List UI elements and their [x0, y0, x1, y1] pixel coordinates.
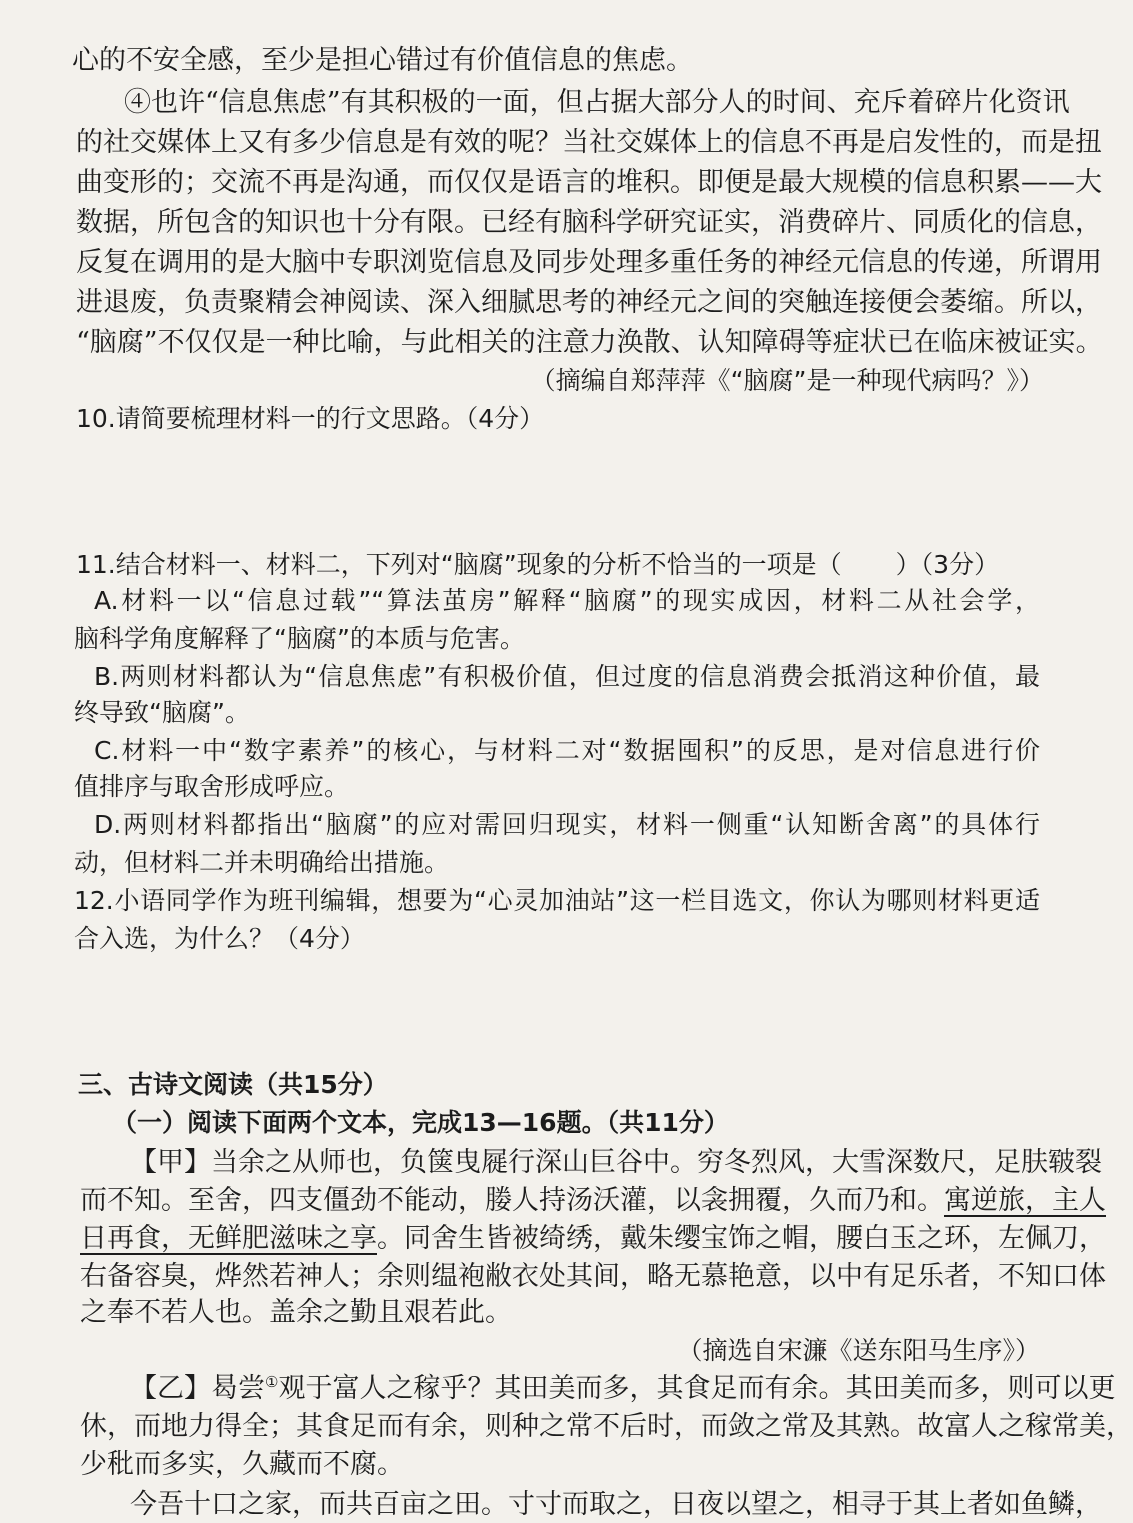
section-title: 三、古诗文阅读（共15分）	[78, 1070, 388, 1099]
classical-text-jia: 【甲】当余之从师也，负箧曳屣行深山巨谷中。穷冬烈风，大雪深数尺，足肤皲裂	[130, 1147, 1102, 1178]
option-b-cont: 终导致“脑腐”。	[74, 698, 250, 727]
question-11-score: ）（3分）	[895, 550, 1000, 579]
question-11-stem	[76, 548, 1080, 582]
source-attribution: （摘选自宋濂《送东阳马生序》）	[677, 1336, 1040, 1365]
option-b: B.两则材料都认为“信息焦虑”有积极价值，但过度的信息消费会抵消这种价值，最	[94, 662, 1040, 691]
text-segment: 【乙】曷尝	[130, 1373, 265, 1404]
passage-line: 曲变形的；交流不再是沟通，而仅仅是语言的堆积。即便是最大规模的信息积累——大	[76, 167, 1102, 198]
option-a: A.材料一以“信息过载”“算法茧房”解释“脑腐”的现实成因，材料二从社会学，	[94, 586, 1040, 615]
text-segment: 而不知。至舍，四支僵劲不能动，媵人持汤沃灌，以衾拥覆，久而乃和。	[80, 1185, 944, 1216]
classical-text-yi: 今吾十口之家，而共百亩之田。寸寸而取之，日夜以望之，相寻于其上者如鱼鳞，	[130, 1489, 1102, 1520]
question-12-cont: 合入选，为什么？（4分）	[74, 924, 365, 953]
question-11-stem-text: 11.结合材料一、材料二，下列对“脑腐”现象的分析不恰当的一项是（	[76, 550, 842, 579]
section-subtitle: （一）阅读下面两个文本，完成13—16题。（共11分）	[112, 1108, 729, 1137]
passage-line: ④也许“信息焦虑”有其积极的一面，但占据大部分人的时间、充斥着碎片化资讯	[124, 87, 1070, 118]
passage-line: 反复在调用的是大脑中专职浏览信息及同步处理多重任务的神经元信息的传递，所谓用	[76, 247, 1102, 278]
classical-text-yi: 休，而地力得全；其食足而有余，则种之常不后时，而敛之常及其熟。故富人之稼常美，	[80, 1411, 1133, 1442]
classical-text-jia: 之奉不若人也。盖余之勤且艰若此。	[80, 1297, 512, 1328]
passage-line: “脑腐”不仅仅是一种比喻，与此相关的注意力涣散、认知障碍等症状已在临床被证实。	[76, 327, 1103, 358]
text-segment: 。同舍生皆被绮绣，戴朱缨宝饰之帽，腰白玉之环，左佩刀，	[377, 1223, 1106, 1254]
option-c: C.材料一中“数字素养”的核心，与材料二对“数据囤积”的反思，是对信息进行价	[94, 736, 1040, 765]
underlined-sentence: 日再食，无鲜肥滋味之享	[80, 1223, 377, 1254]
classical-text-yi: 少秕而多实，久藏而不腐。	[80, 1449, 404, 1480]
question-12: 12.小语同学作为班刊编辑，想要为“心灵加油站”这一栏目选文，你认为哪则材料更适	[74, 886, 1040, 915]
option-d-cont: 动，但材料二并未明确给出措施。	[74, 848, 450, 877]
classical-text-jia	[80, 1222, 1106, 1256]
option-c-cont: 值排序与取舍形成呼应。	[74, 772, 350, 801]
text-segment: 观于富人之稼乎？其田美而多，其食足而有余。其田美而多，则可以更	[278, 1373, 1116, 1404]
underlined-sentence: 寓逆旅，主人	[944, 1185, 1106, 1216]
classical-text-yi	[130, 1372, 1116, 1406]
passage-line: 进退废，负责聚精会神阅读、深入细腻思考的神经元之间的突触连接便会萎缩。所以，	[76, 287, 1102, 318]
passage-line: 数据，所包含的知识也十分有限。已经有脑科学研究证实，消费碎片、同质化的信息，	[76, 207, 1102, 238]
passage-line: 心的不安全感，至少是担心错过有价值信息的焦虑。	[72, 45, 693, 76]
option-a-cont: 脑科学角度解释了“脑腐”的本质与危害。	[74, 624, 525, 653]
classical-text-jia: 右备容臭，烨然若神人；余则缊袍敝衣处其间，略无慕艳意，以中有足乐者，不知口体	[80, 1261, 1106, 1292]
footnote-marker: ①	[265, 1373, 279, 1391]
source-attribution: （摘编自郑萍萍《“脑腐”是一种现代病吗？》）	[530, 366, 1044, 395]
option-d: D.两则材料都指出“脑腐”的应对需回归现实，材料一侧重“认知断舍离”的具体行	[94, 810, 1040, 839]
classical-text-jia	[80, 1184, 1106, 1218]
question-10: 10.请简要梳理材料一的行文思路。（4分）	[76, 404, 545, 433]
passage-line: 的社交媒体上又有多少信息是有效的呢？当社交媒体上的信息不再是启发性的，而是扭	[76, 127, 1102, 158]
